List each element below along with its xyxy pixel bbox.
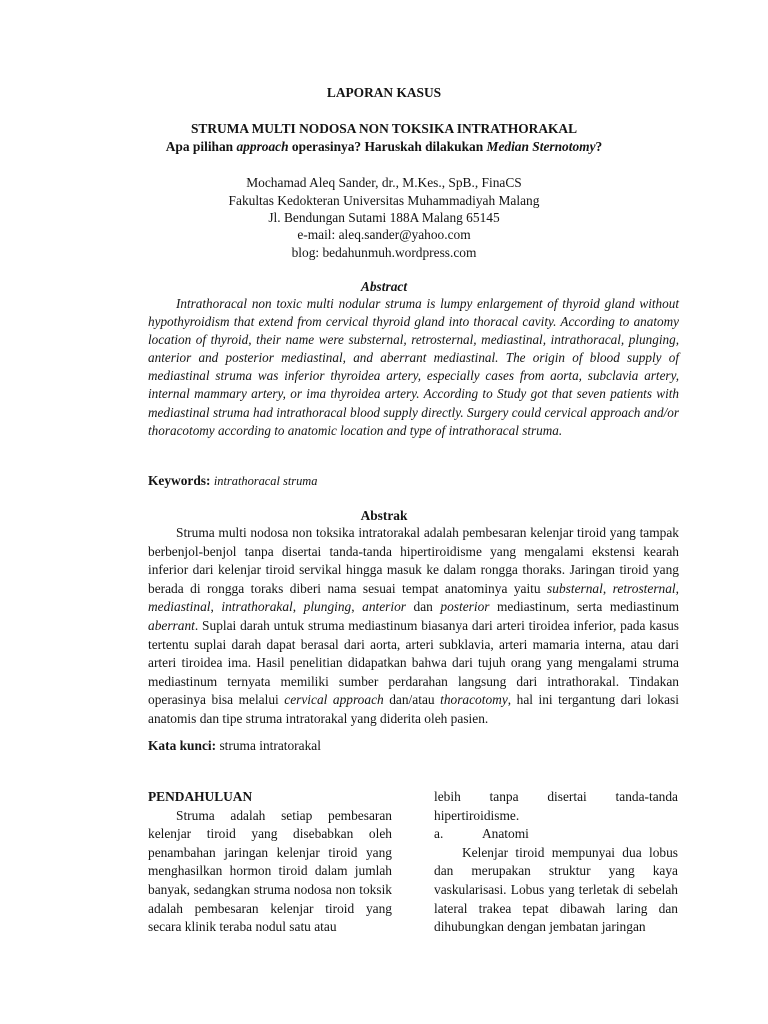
- continued-text-end: hipertiroidisme.: [434, 807, 520, 823]
- keywords-label: Keywords:: [148, 473, 211, 488]
- paper-subtitle: Apa pilihan approach operasinya? Haruskah dilakukan Median Sternotomy?: [165, 139, 603, 154]
- kata-kunci-value: struma intratorakal: [219, 738, 321, 753]
- report-type: LAPORAN KASUS: [326, 85, 442, 100]
- anatomi-text: Kelenjar tiroid mempunyai dua lobus dan merupakan struktur yang kaya vaskularisasi. Lobus yang terletak di sebelah lateral trakea tepat dibawah laring dan dihubungkan dengan jembatan jaringan: [434, 844, 678, 935]
- subsection-label: Anatomi: [482, 826, 529, 842]
- pendahuluan-text: Struma adalah setiap pembesaran kelenjar tiroid yang disebabkan oleh penambahan jaringan kelenjar tiroid yang menghasilkan hormon tiroid dalam jumlah banyak, sedangkan struma nodosa non toksik adalah pembesaran kelenjar tiroid yang secara klinik teraba nodul satu atau: [148, 807, 392, 935]
- kata-kunci: [148, 737, 321, 755]
- abstrak-heading: Abstrak: [360, 508, 408, 523]
- kata-kunci-label: Kata kunci:: [148, 738, 217, 753]
- continued-text-line: lebih tanpa disertai tanda-tanda: [434, 789, 678, 804]
- author-name: Mochamad Aleq Sander, dr., M.Kes., SpB., FinaCS: [246, 175, 522, 190]
- paper-title: STRUMA MULTI NODOSA NON TOKSIKA INTRATHORAKAL: [190, 121, 578, 136]
- body-left-column: [148, 788, 392, 937]
- section-heading-pendahuluan: PENDAHULUAN: [148, 789, 253, 804]
- abstract-en-text: Intrathoracal non toxic multi nodular struma is lumpy enlargement of thyroid gland without hypothyroidism that extend from cervical thyroid gland into thoracal cavity. According to anatomy location of thyroid, their name were substernal, retrosternal, mediastinal, intrathoracal, plunging, anterior and posterior mediastinal, and aberrant mediastinal. The origin of blood supply of mediastinal struma was inferior thyroidea artery, especially cases from aorta, subclavia artery, internal mammary artery, or ima thyroidea artery. According to Study got that seven patients with mediastinal struma had intrathoracal blood supply directly. Surgery could cervical approach and/or thoracotomy according to anatomic location and type of intrathoracal struma.: [148, 296, 679, 438]
- subsection-number: a.: [434, 826, 444, 842]
- subsection-anatomi: [434, 825, 678, 844]
- abstract-en-heading: Abstract: [360, 279, 408, 294]
- keywords: [148, 472, 317, 490]
- body-right-column: [434, 788, 678, 937]
- author-blog: blog: bedahunmuh.wordpress.com: [291, 245, 477, 260]
- author-email: e-mail: aleq.sander@yahoo.com: [297, 227, 471, 242]
- abstrak-text: Struma multi nodosa non toksika intratorakal adalah pembesaran kelenjar tiroid yang tampak berbenjol-benjol tanpa disertai tanda-tanda hipertiroidisme yang mengalami ekstensi kearah inferior dari kelenjar tiroid servikal hingga masuk ke dalam rongga thoraks. Jaringan tiroid yang berada di rongga toraks diberi nama sesuai tempat anatominya yaitu substernal, retrosternal, mediastinal, intrathorakal, plunging, anterior dan posterior mediastinum, serta mediastinum aberrant. Suplai darah untuk struma mediastinum biasanya dari arteri tiroidea inferior, pada kasus tertentu suplai darah dapat berasal dari aorta, arteri subklavia, arteri mamaria interna, atau dari arteri tiroidea ima. Hasil penelitian didapatkan bahwa dari tujuh orang yang mengalami struma mediastinum ternyata memiliki sumber perdarahan langsung dari intrathorakal. Tindakan operasinya bisa melalui cervical approach dan/atau thoracotomy, hal ini tergantung dari lokasi anatomis dan tipe struma intratorakal yang diderita oleh pasien.: [148, 525, 679, 726]
- keywords-value: intrathoracal struma: [213, 474, 318, 488]
- author-address: Jl. Bendungan Sutami 188A Malang 65145: [268, 210, 500, 225]
- author-affiliation: Fakultas Kedokteran Universitas Muhammadiyah Malang: [228, 193, 540, 208]
